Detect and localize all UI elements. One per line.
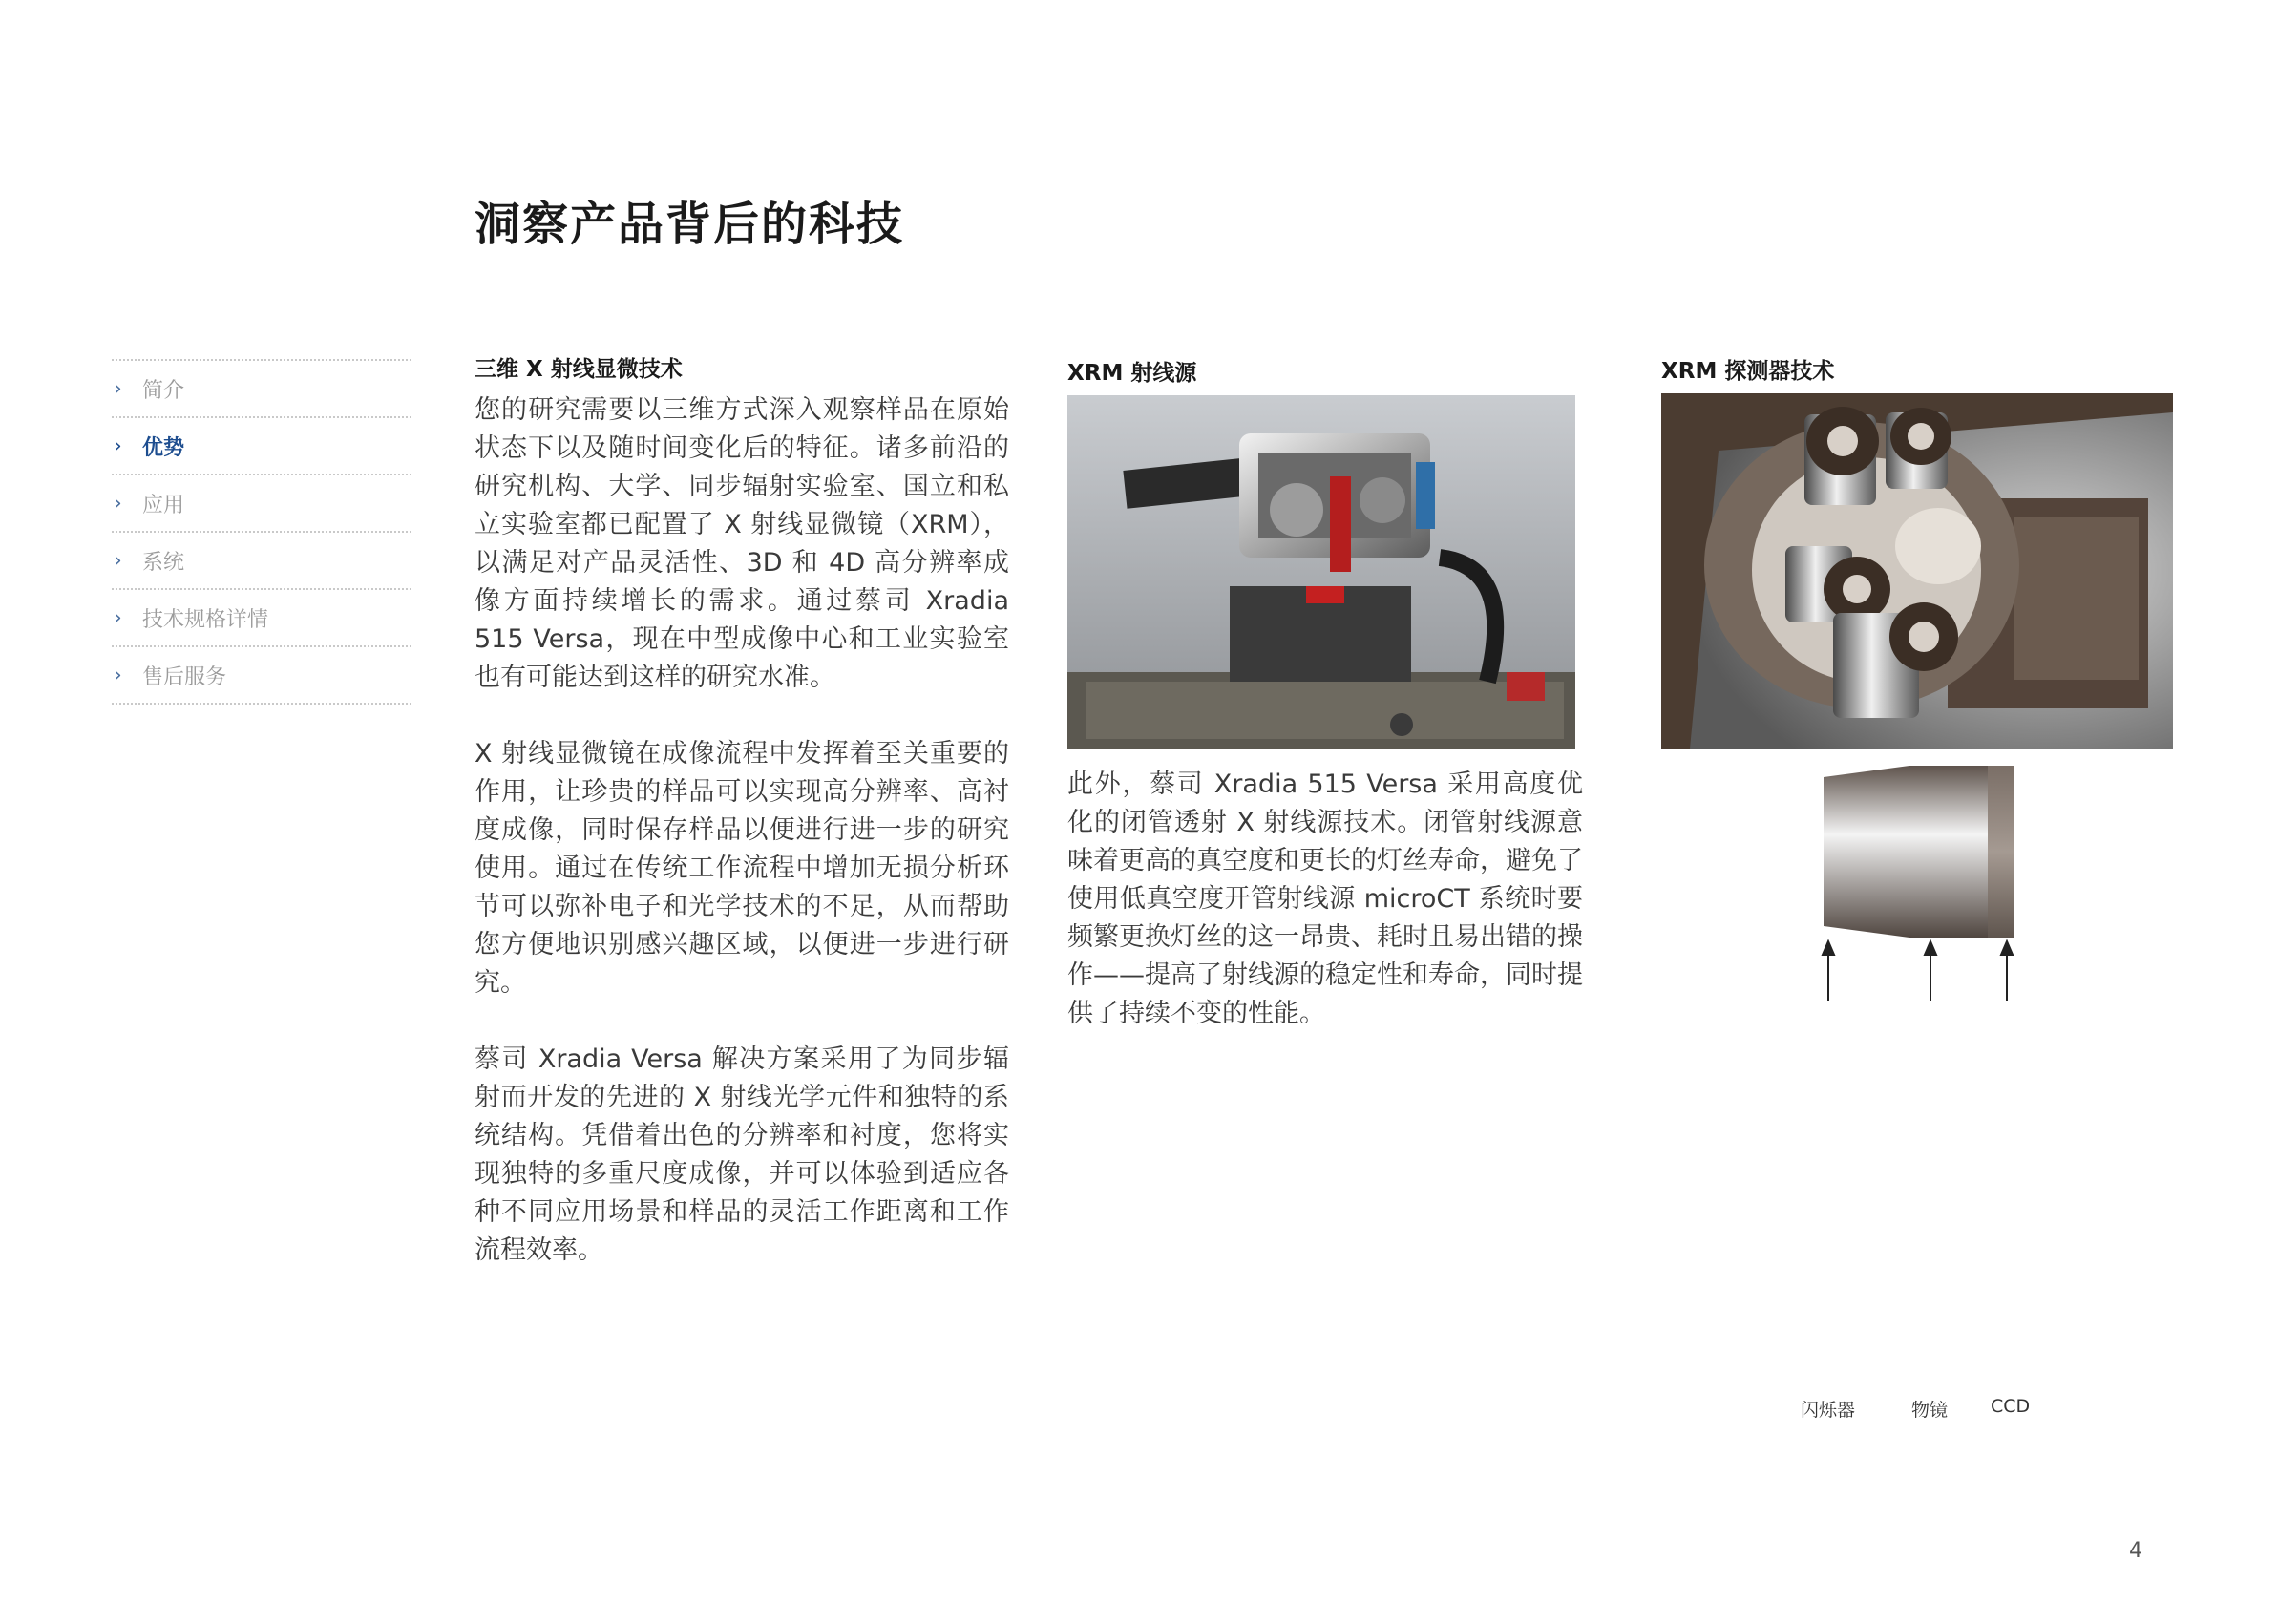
chevron-right-icon: › [114,663,122,687]
paragraph: 此外，蔡司 Xradia 515 Versa 采用高度优化的闭管透射 X 射线源技术。闭管射线源意味着更高的真空度和更长的灯丝寿命，避免了使用低真空度开管射线源 microCT 系统时要频繁更换灯丝的这一昂贵、耗时且易出错的操作——提高了射线源的稳定性和寿命，同时提供了持续不变的性能。 [1067,770,1584,1028]
detector-diagram [1661,754,2173,1060]
section-heading: 三维 X 射线显微技术 [475,357,683,382]
chevron-right-icon: › [114,605,122,630]
sidebar-item-label: 技术规格详情 [142,607,269,632]
sidebar-item[interactable] [112,531,411,588]
sidebar-item[interactable] [112,416,411,474]
sidebar-nav [112,359,411,705]
page-number: 4 [2129,1539,2142,1563]
section-heading: XRM 探测器技术 [1661,359,1835,384]
paragraph: 您的研究需要以三维方式深入观察样品在原始状态下以及随时间变化后的特征。诸多前沿的研究机构、大学、同步辐射实验室、国立和私立实验室都已配置了 X 射线显微镜（XRM），以满足对产品灵活性、3D 和 4D 高分辨率成像方面持续增长的需求。通过蔡司 Xradia 515 Versa，现在中型成像中心和工业实验室也有可能达到这样的研究水准。 [475,395,1009,692]
chevron-right-icon: › [114,548,122,573]
sidebar-item-label: 优势 [142,435,185,460]
xray-source-photo [1067,395,1575,749]
paragraph: X 射线显微镜在成像流程中发挥着至关重要的作用，让珍贵的样品可以实现高分辨率、高衬度成像，同时保存样品以便进行进一步的研究使用。通过在传统工作流程中增加无损分析环节可以弥补电子和光学技术的不足，从而帮助您方便地识别感兴趣区域，以便进一步进行研究。 [475,739,1009,998]
column-xrm-detector [1661,355,2177,1421]
detector-turret-photo [1661,393,2173,749]
label-objective: 物镜 [1911,1400,1949,1421]
sidebar-item-label: 系统 [142,550,185,575]
chevron-right-icon: › [114,433,122,458]
sidebar-item-label: 应用 [142,493,185,517]
sidebar-item[interactable] [112,645,411,705]
sidebar-item-label: 售后服务 [142,664,227,689]
page-title: 洞察产品背后的科技 [475,198,905,251]
column-xrm-source [1067,355,1583,1071]
sidebar-item[interactable] [112,359,411,416]
column-xray-microscopy [475,355,1009,1308]
section-heading: XRM 射线源 [1067,361,1197,386]
paragraph: 蔡司 Xradia Versa 解决方案采用了为同步辐射而开发的先进的 X 射线光学元件和独特的系统结构。凭借着出色的分辨率和衬度，您将实现独特的多重尺度成像，并可以体验到适应各种不同应用场景和样品的灵活工作距离和工作流程效率。 [475,1044,1009,1265]
sidebar-item[interactable] [112,588,411,645]
chevron-right-icon: › [114,376,122,401]
label-ccd: CCD [1991,1396,2031,1417]
sidebar-item[interactable] [112,474,411,531]
label-scintillator: 闪烁器 [1801,1400,1856,1421]
sidebar-item-label: 简介 [142,378,185,403]
chevron-right-icon: › [114,491,122,516]
